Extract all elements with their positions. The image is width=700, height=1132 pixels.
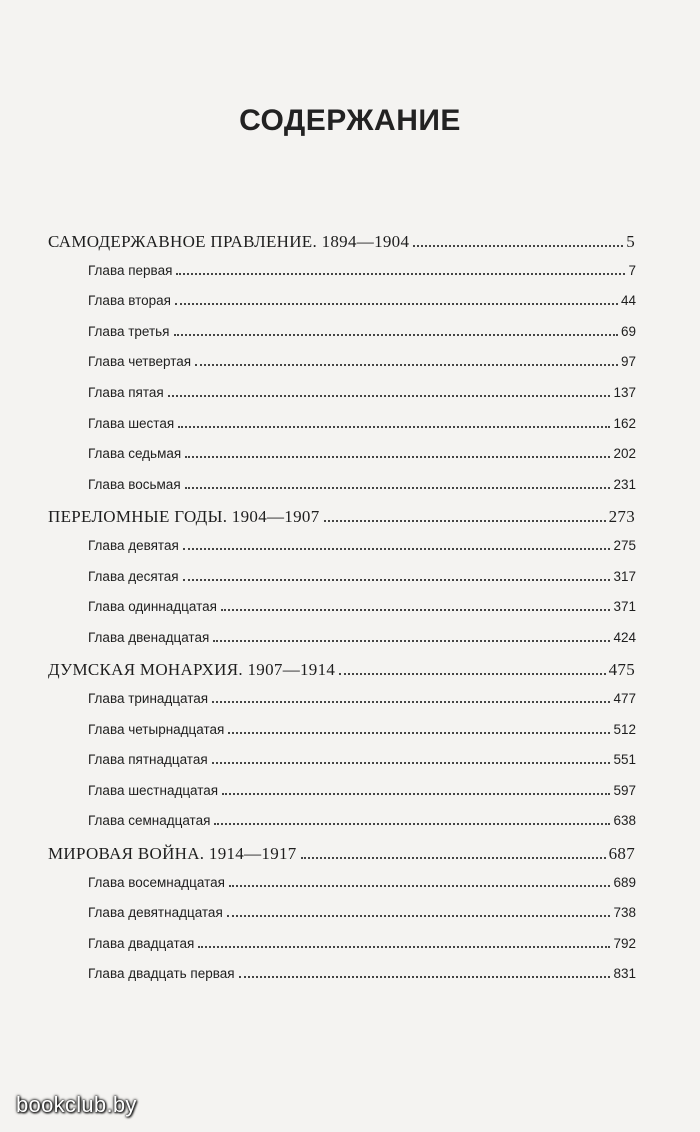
toc-entry-page-number: 551 (613, 752, 636, 768)
dot-leader (175, 303, 618, 305)
toc-part-entry (48, 232, 635, 252)
toc-chapter-entry (88, 477, 636, 493)
dot-leader (213, 640, 610, 642)
toc-entry-page-number: 5 (626, 232, 635, 251)
toc-entry-page-number: 597 (613, 782, 636, 798)
dot-leader (185, 456, 610, 458)
toc-part-entry (48, 844, 635, 864)
toc-entry-page-number: 738 (613, 905, 636, 921)
toc-entry-label: Глава одиннадцатая (88, 599, 217, 615)
toc-part-entry (48, 660, 635, 680)
toc-chapter-entry (88, 538, 636, 554)
toc-entry-label: Глава восемнадцатая (88, 874, 225, 890)
toc-chapter-entry (88, 599, 636, 615)
toc-entry-page-number: 792 (613, 935, 636, 951)
watermark: bookclub.by (16, 1092, 137, 1117)
page-title: СОДЕРЖАНИЕ (239, 104, 461, 137)
dot-leader (176, 273, 625, 275)
toc-chapter-entry (88, 385, 636, 401)
toc-chapter-entry (88, 905, 636, 921)
dot-leader (185, 487, 611, 489)
toc-entry-page-number: 687 (608, 844, 635, 863)
toc-entry-label: ДУМСКАЯ МОНАРХИЯ. 1907—1914 (48, 660, 336, 680)
dot-leader (239, 976, 611, 978)
dot-leader (221, 609, 611, 611)
toc-entry-label: Глава вторая (88, 293, 171, 309)
toc-entry-label: ПЕРЕЛОМНЫЕ ГОДЫ. 1904—1907 (48, 507, 320, 527)
toc-entry-label: Глава десятая (88, 568, 179, 584)
toc-entry-label: Глава первая (88, 262, 173, 278)
toc-entry-label: Глава шестнадцатая (88, 782, 219, 798)
toc-chapter-entry (88, 936, 636, 952)
toc-entry-page-number: 7 (628, 262, 636, 278)
toc-entry-page-number: 371 (613, 599, 636, 615)
toc-entry-page-number: 202 (613, 446, 636, 462)
toc-chapter-entry (88, 354, 636, 370)
dot-leader (212, 762, 611, 764)
dot-leader (339, 673, 605, 675)
toc-entry-page-number: 638 (613, 813, 636, 829)
toc-chapter-entry (88, 813, 636, 829)
toc-chapter-entry (88, 416, 636, 432)
toc-entry-page-number: 424 (613, 629, 636, 645)
toc-part-entry (48, 507, 635, 527)
dot-leader (178, 426, 610, 428)
dot-leader (195, 364, 618, 366)
toc-chapter-entry (88, 630, 636, 646)
dot-leader (214, 823, 610, 825)
toc-chapter-entry (88, 446, 636, 462)
toc-entry-page-number: 137 (613, 385, 636, 400)
toc-entry-label: Глава восьмая (88, 476, 181, 492)
toc-entry-page-number: 231 (613, 476, 636, 492)
toc-entry-page-number: 512 (613, 721, 636, 737)
dot-leader (301, 857, 606, 859)
dot-leader (183, 548, 611, 550)
toc-entry-label: Глава тринадцатая (88, 691, 209, 706)
toc-entry-label: Глава девятнадцатая (88, 905, 223, 921)
toc-entry-page-number: 273 (608, 507, 635, 527)
dot-leader (198, 946, 610, 948)
toc-entry-page-number: 97 (620, 354, 636, 370)
toc-entry-label: Глава четырнадцатая (88, 721, 225, 737)
dot-leader (168, 395, 611, 397)
toc-chapter-entry (88, 966, 636, 982)
toc-entry-label: Глава третья (88, 323, 170, 339)
toc-chapter-entry (88, 569, 636, 585)
toc-chapter-entry (88, 324, 636, 340)
toc-entry-label: Глава пятнадцатая (88, 752, 208, 768)
toc-entry-label: Глава четвертая (88, 354, 192, 370)
toc-entry-page-number: 477 (613, 691, 636, 706)
toc-entry-label: МИРОВАЯ ВОЙНА. 1914—1917 (48, 844, 297, 863)
toc-entry-page-number: 44 (620, 293, 636, 309)
dot-leader (183, 579, 611, 581)
dot-leader (413, 245, 623, 247)
toc-entry-page-number: 162 (613, 415, 636, 431)
toc-entry-label: Глава шестая (88, 415, 175, 431)
toc-entry-page-number: 689 (613, 874, 636, 890)
toc-chapter-entry (88, 752, 636, 768)
toc-entry-page-number: 475 (608, 660, 635, 680)
dot-leader (222, 793, 610, 795)
toc-entry-page-number: 69 (620, 323, 636, 339)
toc-chapter-entry (88, 722, 636, 738)
dot-leader (229, 885, 611, 887)
toc-chapter-entry (88, 783, 636, 799)
toc-entry-label: Глава семнадцатая (88, 813, 211, 829)
dot-leader (227, 915, 611, 917)
toc-chapter-entry (88, 691, 636, 707)
toc-entry-label: Глава девятая (88, 538, 179, 553)
dot-leader (324, 520, 606, 522)
toc-entry-label: Глава пятая (88, 385, 164, 400)
toc-chapter-entry (88, 875, 636, 891)
toc-chapter-entry (88, 293, 636, 309)
toc-entry-label: САМОДЕРЖАВНОЕ ПРАВЛЕНИЕ. 1894—1904 (48, 232, 410, 251)
dot-leader (212, 701, 610, 703)
toc-chapter-entry (88, 263, 636, 279)
toc-entry-label: Глава седьмая (88, 446, 182, 462)
toc-entry-label: Глава двадцать первая (88, 966, 235, 982)
dot-leader (228, 732, 610, 734)
dot-leader (174, 334, 618, 336)
toc-entry-label: Глава двенадцатая (88, 629, 210, 645)
toc-entry-page-number: 831 (613, 966, 636, 982)
toc-entry-page-number: 275 (613, 538, 636, 553)
toc-entry-page-number: 317 (613, 568, 636, 584)
toc-entry-label: Глава двадцатая (88, 935, 195, 951)
